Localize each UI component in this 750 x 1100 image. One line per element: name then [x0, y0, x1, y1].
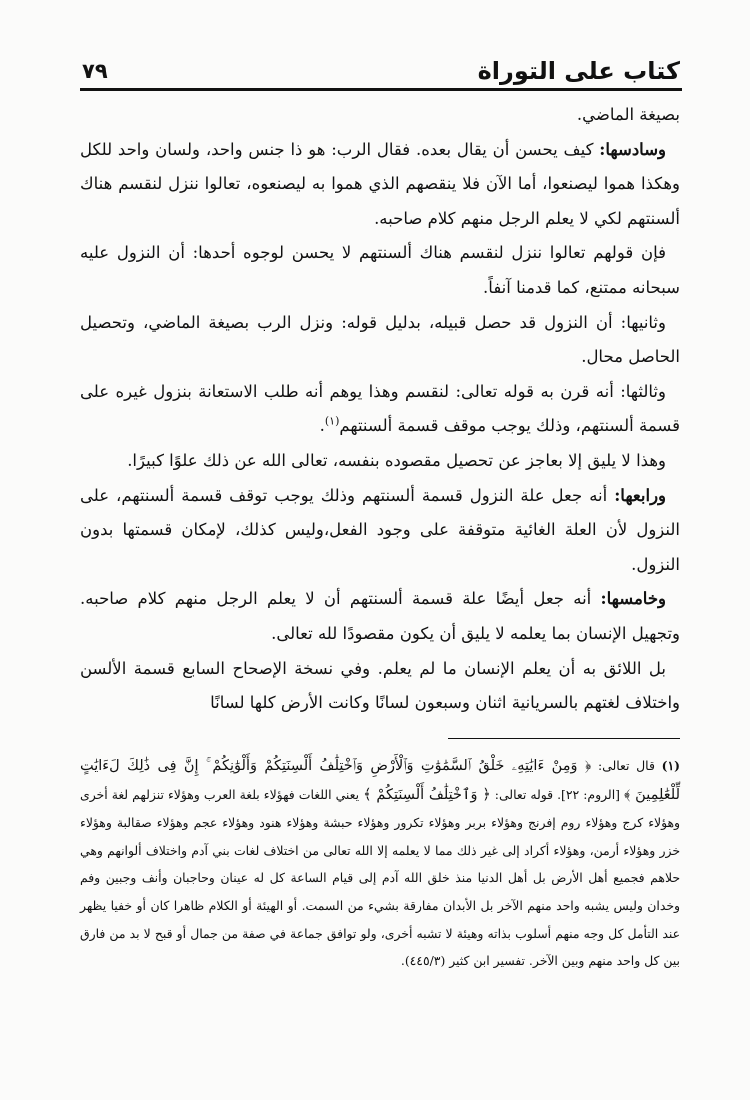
footnote-separator	[448, 738, 680, 739]
quran-verse: ﴿ وَٱخْتِلَٰفُ أَلْسِنَتِكُمْ ﴾	[363, 786, 491, 803]
book-title: كتاب على التوراة	[477, 57, 680, 85]
paragraph-text: أنه جعل علة النزول قسمة ألسنتهم وذلك يوجب توقف قسمة ألسنتهم، على النزول لأن العلة الغائية متوقفة على وجود الفعل،وليس كذلك، لإمكان قسمتها بدون النزول.	[80, 485, 680, 574]
verse-reference: [الروم: ٢٢]. قوله تعالى:	[490, 786, 625, 802]
paragraph	[80, 444, 680, 479]
paragraph-text: وهذا لا يليق إلا بعاجز عن تحصيل مقصوده بنفسه، تعالى الله عن ذلك علوًا كبيرًا.	[127, 450, 666, 470]
quran-verse: ﴿ وَمِنْ ءَايَٰتِهِۦ خَلْقُ ٱلسَّمَٰوَٰتِ وَٱلْأَرْضِ وَٱخْتِلَٰفُ أَلْسِنَتِكُمْ وَأَلْوَٰنِكُمْ ۚ إِنَّ فِى ذَٰلِكَ لَءَايَٰتٍ لِّلْعَٰلِمِينَ ﴾	[80, 758, 680, 803]
paragraph-text: وثالثها: أنه قرن به قوله تعالى: لنقسم وهذا يوهم أنه طلب الاستعانة بنزول غيره على قسمة ألسنتهم، وذلك يوجب موقف قسمة ألسنتهم	[80, 381, 680, 436]
paragraph-text: .	[319, 416, 325, 436]
paragraph-lead: ورابعها:	[614, 485, 666, 505]
paragraph-text: فإن قولهم تعالوا ننزل لنقسم هناك ألسنتهم لا يحسن لوجوه أحدها: أن النزول عليه سبحانه ممتنع، كما قدمنا آنفاً.	[80, 243, 680, 297]
running-head	[82, 56, 680, 86]
paragraph-text: وثانيها: أن النزول قد حصل قبيله، بدليل قوله: ونزل الرب بصيغة الماضي، وتحصيل الحاصل محال.	[80, 312, 680, 367]
paragraph-lead: وخامسها:	[600, 589, 666, 609]
paragraph-lead: وسادسها:	[599, 139, 666, 159]
page-number: ٧٩	[82, 59, 108, 83]
main-text	[80, 98, 680, 721]
paragraph	[80, 236, 680, 305]
paragraph	[80, 479, 680, 583]
footnote-number: (١)	[661, 758, 681, 773]
paragraph	[80, 652, 680, 721]
paragraph-text: بصيغة الماضي.	[576, 105, 680, 124]
footnote-reference[interactable]: (١)	[324, 414, 340, 428]
paragraph-text: كيف يحسن أن يقال بعده. فقال الرب: هو ذا جنس واحد، ولسان واحد للكل وهكذا هموا ليصنعوا، أما الآن فلا ينقصهم الذي هموا به ليصنعوه، تعالوا ننزل لنقسم هناك ألسنتهم لكي لا يعلم الرجل منهم كلام صاحبه.	[80, 139, 680, 228]
paragraph-text: أنه جعل أيضًا علة قسمة ألسنتهم أن لا يعلم الرجل منهم كلام صاحبه. وتجهيل الإنسان بما يعلمه لا يليق أن يكون مقصودًا لله تعالى.	[80, 589, 680, 643]
paragraph	[80, 375, 680, 444]
footnote-text: يعني اللغات فهؤلاء بلغة العرب وهؤلاء تنزلهم لغة أخرى وهؤلاء كرج وهؤلاء روم إفرنج وهؤلاء بربر وهؤلاء تكرور وهؤلاء حبشة وهؤلاء هنود وهؤلاء عجم وهؤلاء صقالبة وهؤلاء خزر وهؤلاء أرمن، وهؤلاء أكراد إلى غير ذلك مما لا يعلمه إلا الله تعالى من اختلاف لغات بني آدم واختلاف ألوانهم وهي حلاهم فجميع أهل الأرض بل أهل الدنيا منذ خلق الله آدم إلى قيام الساعة كل له عينان وحاجبان وأنف وجبين وفم وخدان وليس يشبه واحد منهم الآخر بل الأبدان مفارقة بشيء من السمت. أو الهيئة أو الكلام ظاهرا كان أو خفيا يظهر عند التأمل كل وجه منهم أسلوب بذاته وهيئة لا تشبه أخرى، ولو توافق جماعة في صفة من جمال أو قبح لا بد من فارق بين كل واحد منهم وبين الآخر. تفسير ابن كثير (٤٤٥/٣).	[80, 786, 680, 969]
footnote-text: قال تعالى:	[591, 758, 662, 773]
paragraph	[80, 98, 680, 133]
header-rule	[80, 88, 682, 91]
paragraph	[80, 133, 680, 237]
paragraph-text: بل اللائق به أن يعلم الإنسان ما لم يعلم. وفي نسخة الإصحاح السابع قسمة الألسن واختلاف لغتهم بالسريانية اثنان وسبعون لسانًا وكانت الأرض كلها لسانًا	[80, 658, 680, 713]
footnote	[80, 752, 680, 975]
paragraph	[80, 306, 680, 375]
paragraph	[80, 582, 680, 651]
